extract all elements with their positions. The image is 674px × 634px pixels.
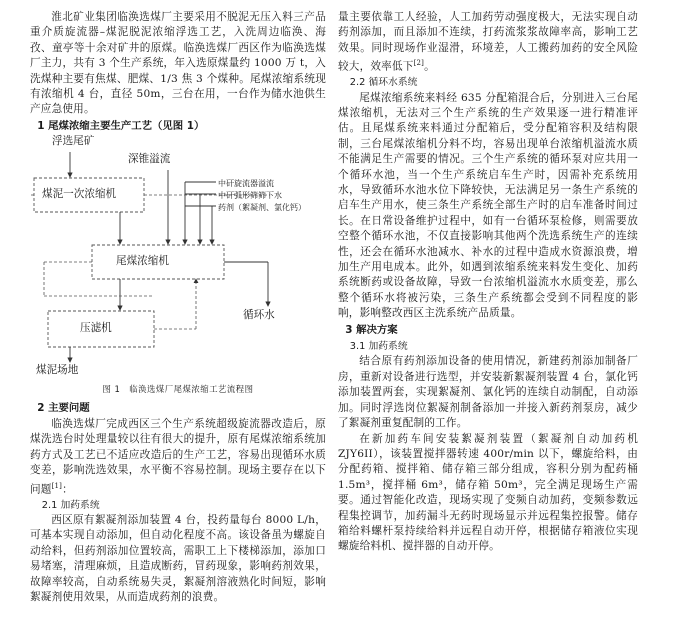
section2-title: 2 主要问题: [37, 401, 90, 414]
section2-paragraph: 临涣选煤厂完成西区三个生产系统超级旋流器改造后，原煤洗选台时处理量较以往有很大的提升，原有尾煤浓缩系统加药方式及工艺已不适应改造后的生产工艺，容易出现循环水质变差，影响洗选效果，水平衡不容易控制。现场主要存在以下问题[1]：: [30, 418, 326, 496]
box-primary-thickener: 煤泥一次浓缩机: [42, 188, 117, 201]
section3-title: 3 解决方案: [345, 323, 398, 336]
box-filter-press: 压滤机: [80, 322, 112, 335]
section1-title: 1 尾煤浓缩主要生产工艺（见图 1）: [37, 119, 205, 132]
right-column: [338, 10, 638, 555]
label-circulating-water: 循环水: [243, 309, 275, 322]
subsection31-paragraph-1: 结合原有药剂添加设备的使用情况，新建药剂添加制备厂房，重新对设备进行选型，并安装新絮凝剂装置 4 台，氯化钙添加装置两套，实现絮凝剂、氯化钙的连续自动制配，自动添加。同时浮选岗位絮凝剂制备添加一并接入新药剂泵房，减少了絮凝剂重复配制的工作。: [338, 355, 638, 430]
label-flotation-tailings: 浮选尾矿: [52, 135, 95, 148]
subsection22-title: 2.2 循环水系统: [349, 77, 418, 89]
subsection22-paragraph: 尾煤浓缩系统来料经 635 分配箱混合后，分别进入三台尾煤浓缩机，无法对三个生产系统的生产效果逐一进行精准评估。且尾煤系统来料通过分配箱后，受分配箱容积及结构限制，三台尾煤浓缩机分料不均，容易出现单台浓缩机溢流水质不能满足生产需要的情况。三个生产系统的循环泵对应共用一个循环水池，当一个生产系统启车生产时，因需补充系统用水，导致循环水池水位下降较快，无法满足另一条生产系统的启车生产用水，使三条生产系统全部生产时的启车准备时间过长。在日常设备维护过程中，如有一台循环泵检修，则需要放空整个循环水池，不仅直接影响其他两个洗选系统生产的连续性，还会在循环水池减水、补水的过程中造成水资源浪费，增加生产用电成本。此外，如遇到浓缩系统来料发生变化、加药系统断药或设备故障，导致一台浓缩机溢流水水质变差，那么整个循环水将被污染，三条生产系统都会受到不同程度的影响，影响整改西区主洗系统产品质量。: [338, 91, 638, 320]
left-column: [30, 10, 326, 605]
label-coal-yard: 煤泥场地: [36, 364, 79, 377]
label-cyclone-overflow: 中矸旋流器溢流: [218, 179, 274, 189]
subsection31-title: 3.1 加药系统: [349, 341, 408, 353]
label-screen-underflow: 中矸弧形筛筛下水: [218, 191, 282, 201]
process-flow-figure: [30, 136, 326, 380]
subsection31-paragraph-2: 在新加药车间安装絮凝剂装置（絮凝剂自动加药机 ZJY6II），该装置搅拌器转速 400r/min 以下，螺旋给料，由分配药箱、搅拌箱、储存箱三部分组成，容积分别为配药桶 1.5m³，搅拌桶 6m³，储存箱 50m³，完全满足现场生产需要。通过智能化改造，现场实现了变频自动加药，变频参数远程集控调节，加药漏斗无药时现场显示并远程集控报警。储存箱给料螺杆泵持续给料并远程自动开停，根据储存箱液位实现螺旋给料机、搅拌器的自动开停。: [338, 432, 638, 553]
citation-2: [2]: [413, 59, 425, 68]
subsection21-paragraph: 西区原有絮凝剂添加装置 4 台，投药量每台 8000 L/h，可基本实现自动添加，但自动化程度不高。该设备虽为螺旋自动给料，但药剂添加位置较高，需职工上下楼梯添加，添加口易堵塞，清理麻烦，且造成断药，冒药现象，影响药剂效果，故障率较高，自动系统易失灵，絮凝剂溶液熟化时间短，影响絮凝剂使用效果，从而造成药剂的浪费。: [30, 514, 326, 604]
label-reagents: 药剂（絮凝剂、氯化钙）: [218, 203, 306, 213]
figure-caption: 图 1 临涣选煤厂尾煤浓缩工艺流程图: [102, 384, 254, 395]
label-cone-overflow: 深锥溢流: [128, 153, 171, 166]
flow-diagram-lines: [30, 136, 326, 380]
citation-1: [1]: [51, 481, 63, 490]
subsection21-title: 2.1 加药系统: [41, 499, 100, 511]
box-tailing-thickener: 尾煤浓缩机: [116, 255, 169, 268]
continued-paragraph: 量主要依靠工人经验，人工加药劳动强度极大，无法实现自动药剂添加，而且添加不连续，打药流浆浆故障率高，影响工艺效果。同时现场作业湿滑，环境差，人工搬药加药的安全风险较大，效率低下[2]。: [338, 11, 638, 73]
intro-paragraph: 淮北矿业集团临涣选煤厂主要采用不脱泥无压入料三产品重介质旋流器–煤泥脱泥浓缩浮选工艺，入洗周边临涣、海孜、童亭等十余对矿井的原煤。临涣选煤厂西区作为临涣选煤厂主力，共有 3 个生产系统，年入选原煤量约 1000 万 t，入洗煤种主要有焦煤、肥煤、1/3 焦 3 个煤种。尾煤浓缩系统现有浓缩机 4 台，直径 50m，三台在用，一台作为储水池供生产应急使用。: [30, 11, 326, 116]
